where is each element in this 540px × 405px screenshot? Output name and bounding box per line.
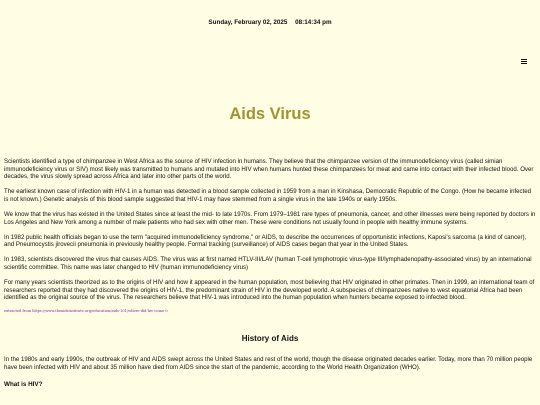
article-paragraph: For many years scientists theorized as to the origins of HIV and how it appeared in the human population, most believing that HIV originated in other primates. Then in 1999, an international team of researchers reported that they had discovered the origins of HIV-1, the predominant strain of HIV in the developed world. A subspecies of chimpanzees native to west equatorial Africa had been identified as the original source of the virus. The researchers believe that HIV-1 was introduced into the human population when hunters became exposed to infected blood. [4,279,535,302]
page-title: Aids Virus [229,105,311,123]
article-paragraph: The earliest known case of infection with HIV-1 in a human was detected in a blood sample collected in 1959 from a man in Kinshasa, Democratic Republic of the Congo. (How he became infected is not known.) Genetic analysis of this blood sample suggested that HIV-1 may have stemmed from a single virus in the late 1940s or early 1950s. [4,188,532,203]
what-is-hiv-heading: What is HIV? [4,380,43,388]
article-body [4,158,536,388]
article-paragraph: Scientists identified a type of chimpanzee in West Africa as the source of HIV infection in humans. They believe that the chimpanzee version of the immunodeficiency virus (called simian immunodeficiency virus or SIV) most likely was transmitted to humans and mutated into HIV when humans hunted these chimpanzees for meat and came into contact with their infected blood. Over decades, the virus slowly spread across Africa and later into other parts of the world. [4,158,534,181]
date-time-display [0,19,540,26]
history-heading: History of Aids [241,334,299,344]
article-paragraph: In 1982 public health officials began to use the term "acquired immunodeficiency syndrome," or AIDS, to describe the occurrences of opportunistic infections, Kaposi's sarcoma (a kind of cancer), and Pneumocystis jirovecii pneumonia in previously healthy people. Formal tracking (surveillance) of AIDS cases began that year in the United States. [4,233,527,249]
article-paragraph: In 1983, scientists discovered the virus that causes AIDS. The virus was at first named HTLV-III/LAV (human T-cell lymphotropic virus-type III/lymphadenopathy-associated virus) by an international scientific committee. This name was later changed to HIV (human immunodeficiency virus) [4,256,532,271]
article-paragraph: We know that the virus has existed in the United States since at least the mid- to late 1970s. From 1979–1981 rare types of pneumonia, cancer, and other illnesses were being reported by doctors in Los Angeles and New York among a number of male patients who had sex with other men. These were conditions not usually found in people with healthy immune systems. [4,210,536,226]
hamburger-icon[interactable] [521,59,527,64]
source-link[interactable]: extracted from https://www.theaidsinstitute.org/education/aids-101/where-did-hiv-come-0 [4,309,168,314]
history-paragraph: In the 1980s and early 1990s, the outbreak of HIV and AIDS swept across the United States and rest of the world, though the disease originated decades earlier. Today, more than 70 million people have been infected with HIV and about 35 million have died from AIDS since the start of the pandemic, according to the World Health Organization (WHO). [4,356,533,371]
current-time: 08:14:34 pm [295,19,332,26]
current-date: Sunday, February 02, 2025 [208,19,288,26]
